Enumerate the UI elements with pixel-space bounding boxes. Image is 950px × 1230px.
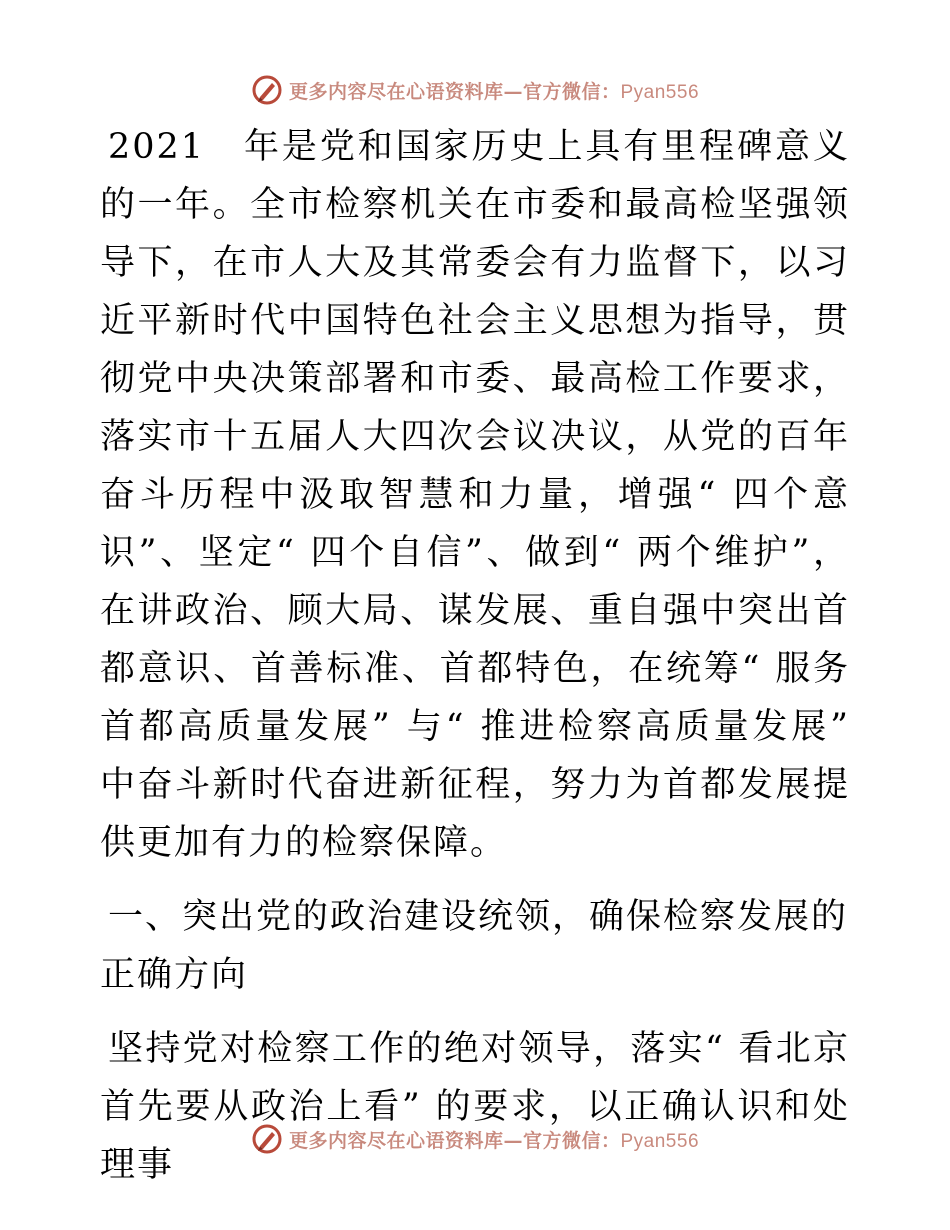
pen-logo-icon bbox=[251, 1123, 283, 1155]
section-heading: 一、突出党的政治建设统领，确保检察发展的正确方向 bbox=[100, 897, 849, 995]
paragraph-intro: 2021 年是党和国家历史上具有里程碑意义的一年。全市检察机关在市委和最高检坚强领导下，在市人大及其常委会有力监督下，以习近平新时代中国特色社会主义思想为指导，贯彻党中央决策部署和市委、最高检工作要求，落实市十五届人大四次会议决议，从党的百年奋斗历程中汲取智慧和力量，增强“ 四个意识”、坚定“ 四个自信”、做到“ 两个维护”，在讲政治、顾大局、谋发展、重自强中突出首都意识、首善标准、首都特色，在统筹“ 服务首都高质量发展” 与“ 推进检察高质量发展” 中奋斗新时代奋进新征程，努力为首都发展提供更加有力的检察保障。 bbox=[100, 127, 850, 863]
pen-logo-icon bbox=[251, 74, 283, 106]
watermark-label: 更多内容尽在心语资料库—官方微信：Pyan556 bbox=[288, 80, 700, 103]
watermark-footer bbox=[0, 1122, 950, 1156]
watermark-handle: Pyan556 bbox=[620, 81, 700, 103]
watermark-header bbox=[0, 73, 950, 107]
document-body bbox=[100, 118, 850, 1194]
watermark-label: 更多内容尽在心语资料库—官方微信：Pyan556 bbox=[288, 1129, 700, 1152]
paragraph-section-1: 坚持党对检察工作的绝对领导，落实“ 看北京首先要从政治上看” 的要求，以正确认识和处理事 bbox=[100, 1029, 850, 1185]
watermark-handle: Pyan556 bbox=[620, 1130, 700, 1152]
